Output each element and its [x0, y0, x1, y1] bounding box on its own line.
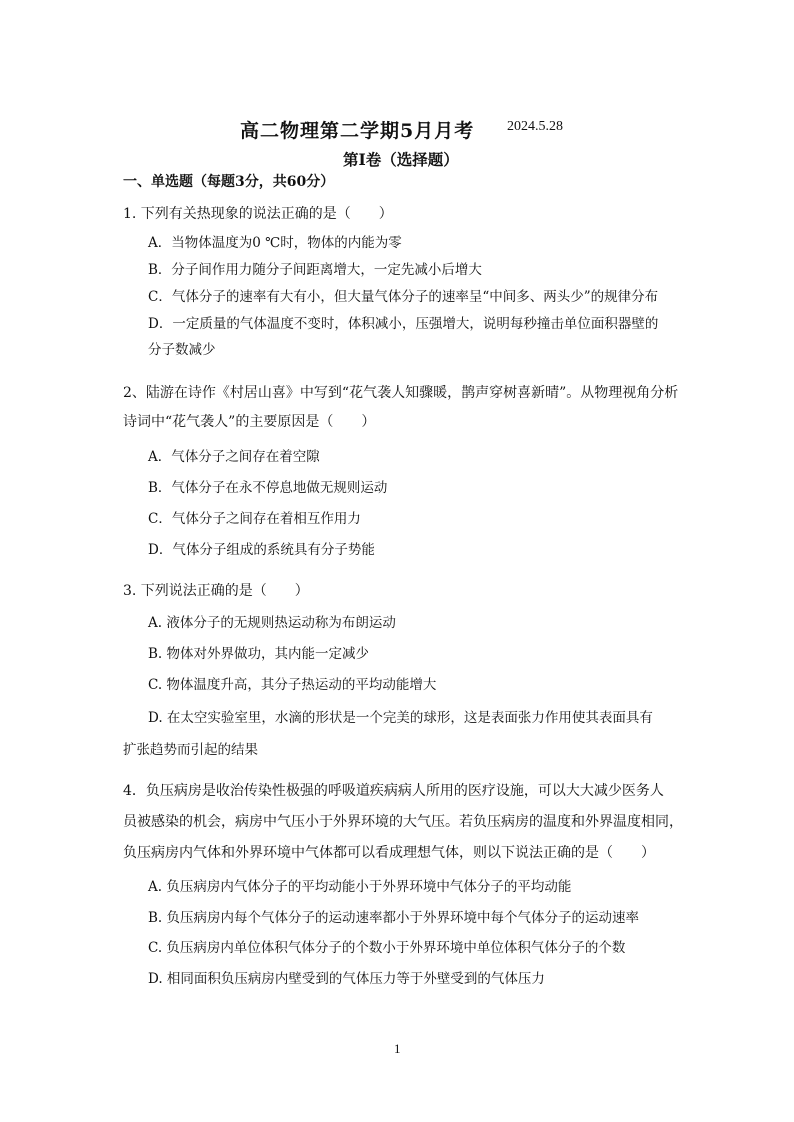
question-2-option-a: A．气体分子之间存在着空隙 [148, 449, 320, 465]
section-heading: 一、单选题（每题3分，共60分） [123, 174, 335, 190]
question-1-stem: 1. 下列有关热现象的说法正确的是（ ） [123, 206, 393, 222]
page-number: 1 [394, 1041, 401, 1056]
question-3-stem: 3. 下列说法正确的是（ ） [123, 583, 309, 599]
question-4-stem-line-2: 员被感染的机会，病房中气压小于外界环境的大气压。若负压病房的温度和外界温度相同， [123, 814, 683, 830]
question-1-option-d-continued: 分子数减少 [148, 342, 216, 358]
question-4-option-b: B. 负压病房内每个气体分子的运动速率都小于外界环境中每个气体分子的运动速率 [148, 910, 640, 926]
question-3-option-b: B. 物体对外界做功，其内能一定减少 [148, 646, 370, 662]
question-4-stem: 4．负压病房是收治传染性极强的呼吸道疾病病人所用的医疗设施，可以大大减少医务人 [123, 783, 664, 799]
question-2-stem: 2、陆游在诗作《村居山喜》中写到“花气袭人知骤暖，鹊声穿树喜新晴”。从物理视角分析 [123, 385, 679, 401]
question-3-option-d: D. 在太空实验室里，水滴的形状是一个完美的球形，这是表面张力作用使其表面具有 [148, 710, 653, 726]
question-2-option-d: D．气体分子组成的系统具有分子势能 [148, 542, 375, 558]
question-4-option-c: C. 负压病房内单位体积气体分子的个数小于外界环境中单位体积气体分子的个数 [148, 940, 626, 956]
question-1-option-c: C．气体分子的速率有大有小，但大量气体分子的速率呈“中间多、两头少”的规律分布 [148, 289, 659, 305]
question-1-option-d: D．一定质量的气体温度不变时，体积减小，压强增大，说明每秒撞击单位面积器壁的 [148, 316, 659, 332]
question-4-stem-line-3: 负压病房内气体和外界环境中气体都可以看成理想气体，则以下说法正确的是（ ） [123, 845, 655, 861]
question-4-option-a: A. 负压病房内气体分子的平均动能小于外界环境中气体分子的平均动能 [148, 879, 572, 895]
question-2-option-c: C．气体分子之间存在着相互作用力 [148, 511, 361, 527]
exam-title: 高二物理第二学期5月月考 [240, 120, 475, 142]
question-3-option-c: C. 物体温度升高，其分子热运动的平均动能增大 [148, 677, 437, 693]
question-1-option-a: A．当物体温度为0 ℃时，物体的内能为零 [148, 235, 402, 251]
exam-date: 2024.5.28 [507, 119, 563, 134]
question-2-option-b: B．气体分子在永不停息地做无规则运动 [148, 480, 388, 496]
paper-part-title: 第Ⅰ卷（选择题） [343, 150, 459, 169]
question-1-option-b: B．分子间作用力随分子间距离增大，一定先减小后增大 [148, 262, 482, 278]
question-3-option-a: A. 液体分子的无规则热运动称为布朗运动 [148, 615, 396, 631]
question-2-stem-continued: 诗词中“花气袭人”的主要原因是（ ） [123, 414, 376, 430]
question-3-option-d-continued: 扩张趋势而引起的结果 [123, 742, 258, 758]
question-4-option-d: D. 相同面积负压病房内壁受到的气体压力等于外壁受到的气体压力 [148, 971, 545, 987]
